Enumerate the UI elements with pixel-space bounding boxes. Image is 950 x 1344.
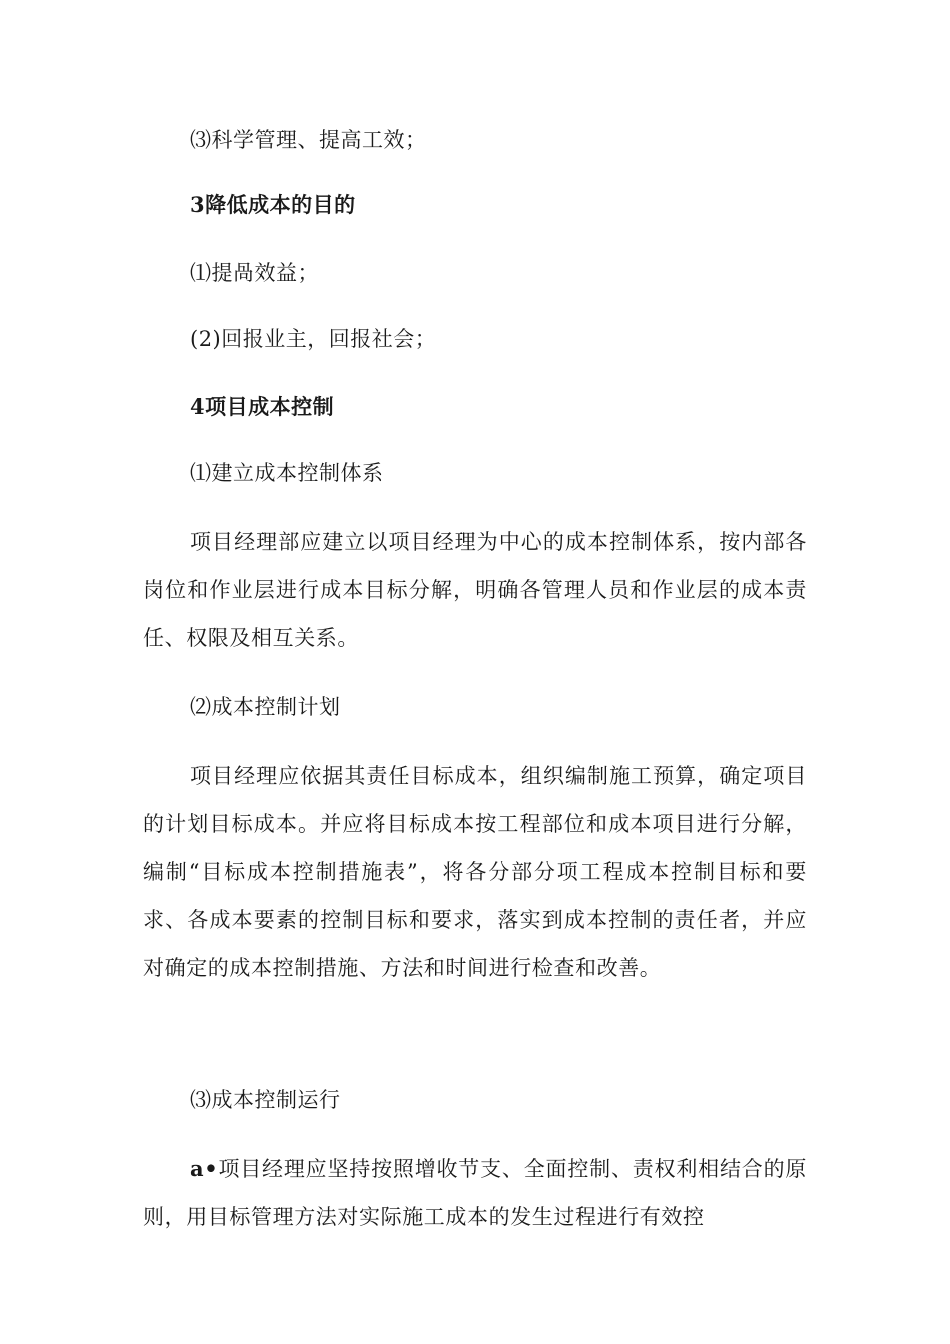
paragraph-cost-control-plan: 项目经理应依据其责任目标成本，组织编制施工预算，确定项目的计划目标成本。并应将目标成本按工程部位和成本项目进行分解，编制“目标成本控制措施表”，将各分部分项工程成本控制目标和要求、各成本要素的控制目标和要求，落实到成本控制的责任者，并应对确定的成本控制措施、方法和时间进行检查和改善。: [143, 764, 807, 980]
section-heading-project-cost-control: 4项目成本控制: [190, 394, 335, 419]
paragraph-item-text: 项目经理应坚持按照增收节支、全面控制、责权利相结合的原则，用目标管理方法对实际施工成本的发生过程进行有效控: [143, 1157, 807, 1229]
list-item-scientific-management: ⑶科学管理、提高工效；: [190, 128, 427, 152]
list-item-cost-control-operation: ⑶成本控制运行: [190, 1088, 341, 1112]
section-heading-cost-reduction-goals: 3降低成本的目的: [190, 192, 356, 217]
list-item-cost-control-system: ⑴建立成本控制体系: [190, 461, 384, 485]
paragraph-cost-control-operation: [143, 1145, 807, 1241]
list-item-return-society: (2)回报业主，回报社会；: [190, 327, 437, 351]
paragraph-item-marker: a•: [190, 1156, 219, 1181]
list-item-improve-benefit: ⑴提咼效益；: [190, 261, 319, 285]
paragraph-cost-control-system: 项目经理部应建立以项目经理为中心的成本控制体系，按内部各岗位和作业层进行成本目标分解，明确各管理人员和作业层的成本责任、权限及相互关系。: [143, 530, 807, 650]
list-item-cost-control-plan: ⑵成本控制计划: [190, 695, 341, 719]
